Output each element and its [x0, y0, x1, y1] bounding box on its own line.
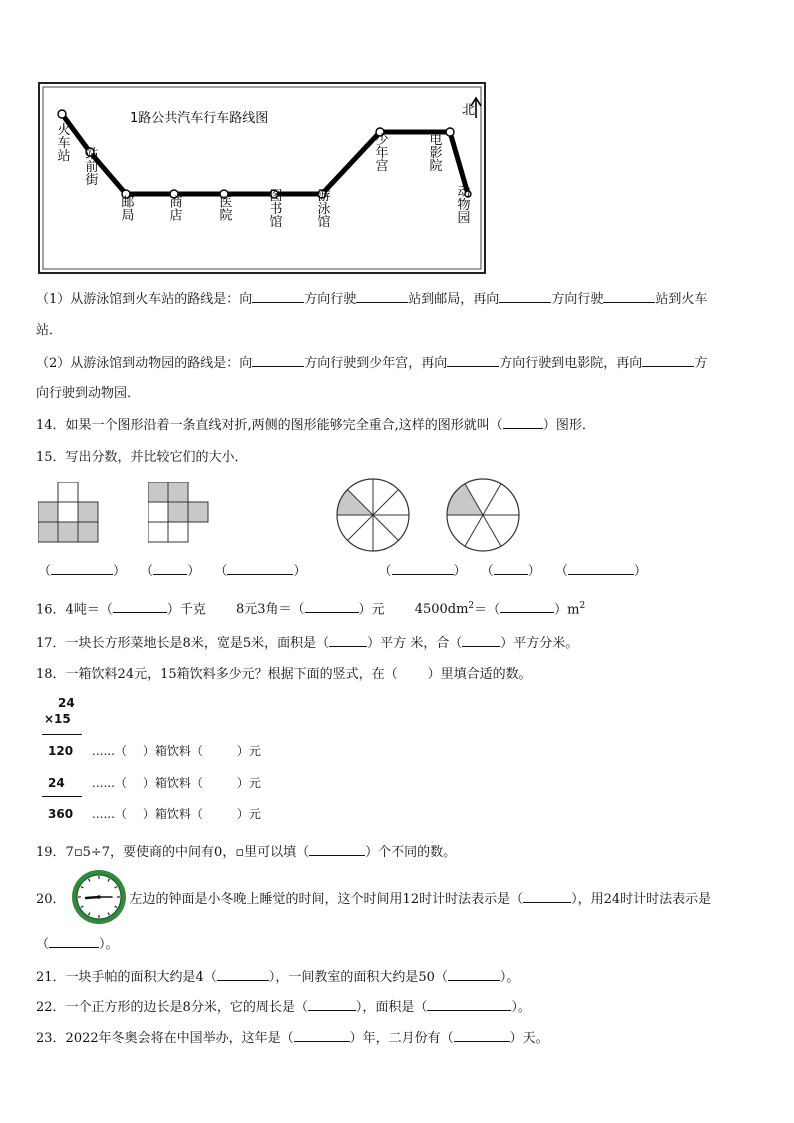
- q13-part1-line2: 站．: [36, 323, 63, 338]
- stop-marker: [446, 128, 454, 136]
- partial-product-row: 24 ......（ ）箱饮料（ ）元: [48, 776, 261, 790]
- q15-answer-row: （ ） （ ） （ ） （ ） （ ） （ ）: [38, 564, 647, 579]
- partial-product-row: 120 ......（ ）箱饮料（ ）元: [48, 744, 261, 758]
- answer-blank[interactable]: [448, 968, 500, 981]
- answer-blank[interactable]: [252, 290, 304, 303]
- q13-part2-line2: 向行驶到动物园．: [36, 386, 141, 401]
- q15-title: 15．写出分数，并比较它们的大小．: [36, 450, 248, 465]
- vertical-multiplicand: 24: [58, 696, 75, 710]
- answer-blank[interactable]: [427, 998, 511, 1011]
- q23: 23．2022年冬奥会将在中国举办，这年是（ ）年，二月份有（ ）天。: [36, 1031, 549, 1046]
- answer-blank[interactable]: [356, 290, 408, 303]
- stop-label: 电影院: [426, 132, 442, 172]
- answer-blank[interactable]: [503, 416, 543, 429]
- q14: 14．如果一个图形沿着一条直线对折,两侧的图形能够完全重合,这样的图形就叫（ ）图形．: [36, 418, 595, 433]
- answer-blank[interactable]: [523, 890, 571, 903]
- answer-blank[interactable]: [500, 600, 554, 613]
- map-title: 1路公共汽车行车路线图: [130, 111, 269, 126]
- stop-label: 动物园: [454, 184, 470, 224]
- q13-part1-line1: （1）从游泳馆到火车站的路线是：向 方向行驶 站到邮局，再向 方向行驶 站到火车: [36, 292, 708, 307]
- q22: 22．一个正方形的边长是8分米，它的周长是（ ），面积是（ ）。: [36, 1000, 531, 1015]
- q21: 21．一块手帕的面积大约是4（ ），一间教室的面积大约是50（ ）。: [36, 970, 520, 985]
- circle-sixths: [444, 476, 522, 554]
- stop-label: 商店: [166, 195, 182, 221]
- answer-blank[interactable]: [447, 354, 499, 367]
- answer-blank[interactable]: [308, 998, 356, 1011]
- q18: 18．一箱饮料24元，15箱饮料多少元？根据下面的竖式，在（ ）里填合适的数。: [36, 667, 532, 682]
- answer-blank[interactable]: [462, 634, 500, 647]
- answer-blank[interactable]: [603, 290, 655, 303]
- answer-blank[interactable]: [329, 634, 367, 647]
- answer-blank[interactable]: [568, 562, 634, 575]
- answer-blank[interactable]: [294, 1029, 350, 1042]
- partial-product-row: 360 ......（ ）箱饮料（ ）元: [48, 807, 261, 821]
- clock-icon: [70, 868, 128, 926]
- grid-figure-right: [148, 482, 212, 544]
- vertical-line: [42, 734, 82, 735]
- q17: 17．一块长方形菜地长是8米，宽是5米，面积是（ ）平方 米，合（ ）平方分米。: [36, 636, 579, 651]
- bus-route-map: [38, 82, 486, 274]
- answer-blank[interactable]: [454, 1029, 510, 1042]
- answer-blank[interactable]: [642, 354, 694, 367]
- answer-blank[interactable]: [305, 600, 359, 613]
- grid-figure-left: [38, 482, 100, 544]
- answer-blank[interactable]: [494, 562, 528, 575]
- answer-blank[interactable]: [51, 562, 113, 575]
- q20-line1: 20． 左边的钟面是小冬晚上睡觉的时间，这个时间用12时计时法表示是（ ），用24时计时法表示是: [36, 892, 712, 907]
- answer-blank[interactable]: [392, 562, 454, 575]
- q20-line2: （ ）。: [36, 937, 119, 952]
- answer-blank[interactable]: [217, 968, 269, 981]
- q16: 16．4吨＝（ ）千克 8元3角＝（ ）元 $4500dm^2=$（ ）$m^2$: [36, 601, 586, 618]
- answer-blank[interactable]: [49, 935, 99, 948]
- stop-label: 少年宫: [372, 132, 388, 172]
- vertical-line: [42, 796, 82, 797]
- stop-label: 站前街: [82, 146, 98, 186]
- stop-label: 图书馆: [266, 188, 282, 228]
- stop-label: 医院: [216, 195, 232, 221]
- answer-blank[interactable]: [113, 600, 167, 613]
- answer-blank[interactable]: [309, 843, 365, 856]
- answer-blank[interactable]: [227, 562, 293, 575]
- circle-eighths: [334, 476, 412, 554]
- answer-blank[interactable]: [252, 354, 304, 367]
- stop-marker: [58, 110, 66, 118]
- vertical-multiplier: ×15: [44, 712, 71, 726]
- q13-part2-line1: （2）从游泳馆到动物园的路线是：向 方向行驶到少年宫，再向 方向行驶到电影院，再向 方: [36, 356, 708, 371]
- q19: 19．7▫5÷7，要使商的中间有0，▫里可以填（ ）个不同的数。: [36, 845, 457, 860]
- north-label: 北: [462, 103, 476, 118]
- stop-label: 火车站: [54, 122, 70, 162]
- answer-blank[interactable]: [499, 290, 551, 303]
- answer-blank[interactable]: [153, 562, 187, 575]
- stop-label: 游泳馆: [314, 188, 330, 228]
- stop-label: 邮局: [118, 195, 134, 221]
